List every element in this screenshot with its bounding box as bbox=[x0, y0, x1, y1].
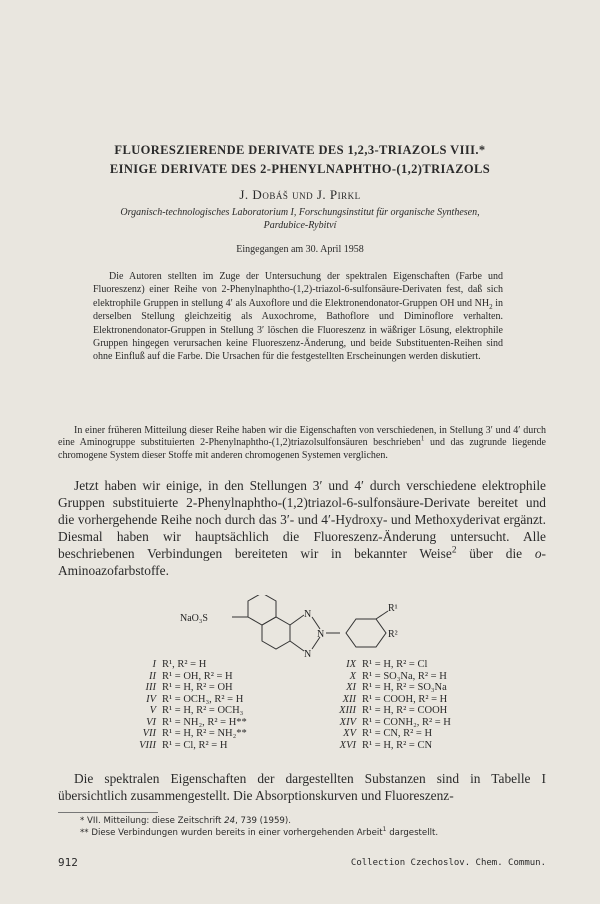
title-line-1: FLUORESZIERENDE DERIVATE DES 1,2,3-TRIAZOLS VIII.* bbox=[114, 143, 486, 157]
compound-definition: R¹ = H, R² = CN bbox=[362, 739, 433, 751]
intro-paragraph bbox=[58, 425, 546, 462]
r2-label: R² bbox=[388, 629, 398, 640]
compound-number: II bbox=[149, 670, 156, 682]
affiliation bbox=[60, 206, 540, 232]
compound-definition: R¹ = CONH₂, R² = H bbox=[362, 716, 451, 728]
compound-number: VII bbox=[142, 728, 156, 739]
compound-row bbox=[110, 705, 310, 717]
compound-definition: R¹, R² = H bbox=[162, 659, 207, 670]
naso3-label: NaO₃S bbox=[180, 613, 208, 624]
journal-name: Collection Czechoslov. Chem. Commun. bbox=[350, 858, 546, 868]
abstract-subscript: 2 bbox=[489, 302, 493, 311]
body1-ortho: o bbox=[534, 546, 542, 561]
compound-row bbox=[110, 717, 310, 729]
compound-number: I bbox=[152, 659, 156, 670]
compound-definition: R¹ = H, R² = COOH bbox=[362, 705, 448, 716]
footnote-1-text: VII. Mitteilung: diese Zeitschrift bbox=[87, 816, 222, 826]
article-title bbox=[40, 141, 560, 179]
footnote-2-mark: ** bbox=[80, 828, 89, 838]
compound-number: XVI bbox=[339, 739, 356, 751]
footnotes bbox=[58, 815, 546, 839]
compound-number: XV bbox=[343, 728, 356, 739]
intro-footnote-ref: 1 bbox=[420, 434, 425, 443]
compound-row bbox=[310, 671, 510, 683]
footnote-1-mark: * bbox=[80, 816, 85, 826]
compound-row bbox=[110, 682, 310, 694]
authors: J. Dobáš und J. Pirkl bbox=[239, 187, 361, 202]
affiliation-line-2: Pardubice-Rybitví bbox=[263, 220, 337, 231]
body1-footnote-ref: 2 bbox=[451, 545, 457, 556]
compound-column-left bbox=[110, 659, 310, 751]
footnote-rule bbox=[58, 812, 158, 813]
nitrogen-middle: N bbox=[317, 629, 325, 640]
compound-row bbox=[310, 705, 510, 717]
page-number: 912 bbox=[58, 856, 78, 869]
compound-row bbox=[110, 728, 310, 740]
compound-number: XIII bbox=[339, 705, 356, 716]
footnote-2-ref: 1 bbox=[382, 826, 387, 834]
phenyl-ring bbox=[346, 619, 386, 647]
compound-number: VIII bbox=[139, 739, 156, 751]
footnote-1-rest: , 739 (1959). bbox=[235, 816, 291, 826]
abstract-text-1: Die Autoren stellten im Zuge der Untersuchung der spektralen Eigenschaften (Farbe und Fluoreszenz) einer Reihe von 2-Phenylnaphtho-(1,2)-triazol-6-sulfonsäure-Derivaten fest, daß sich elektrophile Gruppen in stellung 4′ als Auxoflore und die Elektronendonator-Gruppen OH und NH bbox=[93, 271, 503, 309]
body-paragraph-1 bbox=[58, 477, 546, 579]
compound-definition: R¹ = CN, R² = H bbox=[362, 728, 433, 739]
received-date: Eingegangen am 30. April 1958 bbox=[236, 244, 364, 255]
body1-text-1: Jetzt haben wir einige, in den Stellungen 3′ und 4′ durch verschiedene elektrophile Gruppen substituierte 2-Phenylnaphtho-(1,2)triazol-6-sulfonsäure-Derivate bereitet und die vorhergehende Reihe noch durch das 3′- und 4′-Hydroxy- und Methoxyderivat ergänzt. Diesmal haben wir hauptsächlich die Fluoreszenz-Änderung untersucht. Alle beschriebenen Verbindungen bereiteten wir in bekannter Weise bbox=[58, 478, 546, 561]
naphthalene-ring-bottom bbox=[262, 617, 290, 649]
intro-text-1: In einer früheren Mitteilung dieser Reihe haben wir die Eigenschaften von verschiedenen, in Stellung 3′ und 4′ durch eine Aminogruppe substituierten 2-Phenylnaphtho-(1,2)triazolsulfonsäuren beschrieben bbox=[58, 425, 546, 449]
body-paragraph-2: Die spektralen Eigenschaften der dargestellten Substanzen sind in Tabelle I übersichtlich zusammengestellt. Die Absorptionskurven und Fluoreszenz- bbox=[58, 771, 546, 803]
compound-definition: R¹ = H, R² = OH bbox=[162, 682, 233, 693]
compound-row bbox=[310, 694, 510, 706]
compound-column-right bbox=[310, 659, 510, 751]
compound-number: XI bbox=[346, 682, 356, 693]
footnote-1 bbox=[58, 815, 546, 827]
compound-definition: R¹ = NH₂, R² = H** bbox=[162, 716, 247, 728]
nitrogen-bottom: N bbox=[304, 649, 312, 657]
compound-row bbox=[110, 659, 310, 671]
compound-number: IX bbox=[346, 659, 356, 670]
compound-number: VI bbox=[146, 716, 156, 728]
nitrogen-top: N bbox=[304, 609, 312, 620]
compound-definition: R¹ = COOH, R² = H bbox=[362, 693, 448, 705]
compound-number: IV bbox=[146, 693, 156, 705]
body1-text-2: über die bbox=[456, 546, 535, 561]
r1-label: R¹ bbox=[388, 603, 398, 614]
affiliation-line-1: Organisch-technologisches Laboratorium I, Forschungsinstitut für organische Synthesen, bbox=[120, 207, 480, 218]
compound-definition: R¹ = H, R² = NH₂** bbox=[162, 728, 247, 739]
compound-number: XII bbox=[342, 693, 356, 705]
compound-row bbox=[310, 740, 510, 752]
compound-number: V bbox=[149, 705, 156, 716]
body1-text-3: -Aminoazofarbstoffe. bbox=[58, 546, 547, 578]
compound-row bbox=[110, 671, 310, 683]
footnote-2-text: Diese Verbindungen wurden bereits in einer vorhergehenden Arbeit bbox=[91, 828, 383, 838]
compound-row bbox=[310, 717, 510, 729]
compound-definition: R¹ = OCH₃, R² = H bbox=[162, 693, 244, 705]
footnote-2 bbox=[58, 827, 546, 839]
title-line-2: EINIGE DERIVATE DES 2-PHENYLNAPHTHO-(1,2)TRIAZOLS bbox=[109, 162, 491, 176]
compound-number: X bbox=[349, 670, 356, 682]
abstract bbox=[93, 270, 503, 364]
footnote-1-volume: 24 bbox=[224, 816, 236, 826]
compound-number: III bbox=[145, 682, 156, 693]
compound-definition: R¹ = H, R² = SO₃Na bbox=[362, 682, 447, 693]
naphthalene-ring-top bbox=[248, 595, 276, 625]
compound-row bbox=[310, 682, 510, 694]
compound-definition: R¹ = SO₃Na, R² = H bbox=[362, 670, 447, 682]
compound-definition: R¹ = Cl, R² = H bbox=[162, 739, 228, 751]
compound-row bbox=[110, 740, 310, 752]
compound-definition: R¹ = H, R² = Cl bbox=[362, 659, 428, 670]
compound-number: XIV bbox=[339, 716, 356, 728]
compound-row bbox=[310, 728, 510, 740]
compound-row bbox=[310, 659, 510, 671]
abstract-text-2: in derselben Stellung gleichzeitig als Auxochrome, Bathoflore und Diminoflore verhalten. Elektronendonator-Gruppen in Stellung 3′ löschen die Fluoreszenz in wäßriger Lösung, elektrophile Gruppen hingegen verursachen keine Fluoreszenz-Änderung, und beide Substituenten-Reihen sind ohne Einfluß auf die Farbe. Die Ursachen für die festgestellten Erscheinungen werden diskutiert. bbox=[93, 297, 503, 363]
footnote-2-rest: dargestellt. bbox=[386, 828, 439, 838]
compound-row bbox=[110, 694, 310, 706]
intro-text-2: und das zugrunde liegende chromogene System dieser Stoffe mit anderen chromogenen Systemen verglichen. bbox=[58, 437, 546, 461]
structure-formula bbox=[180, 595, 440, 657]
compound-definition: R¹ = H, R² = OCH₃ bbox=[162, 705, 244, 716]
compound-definition: R¹ = OH, R² = H bbox=[162, 670, 233, 682]
